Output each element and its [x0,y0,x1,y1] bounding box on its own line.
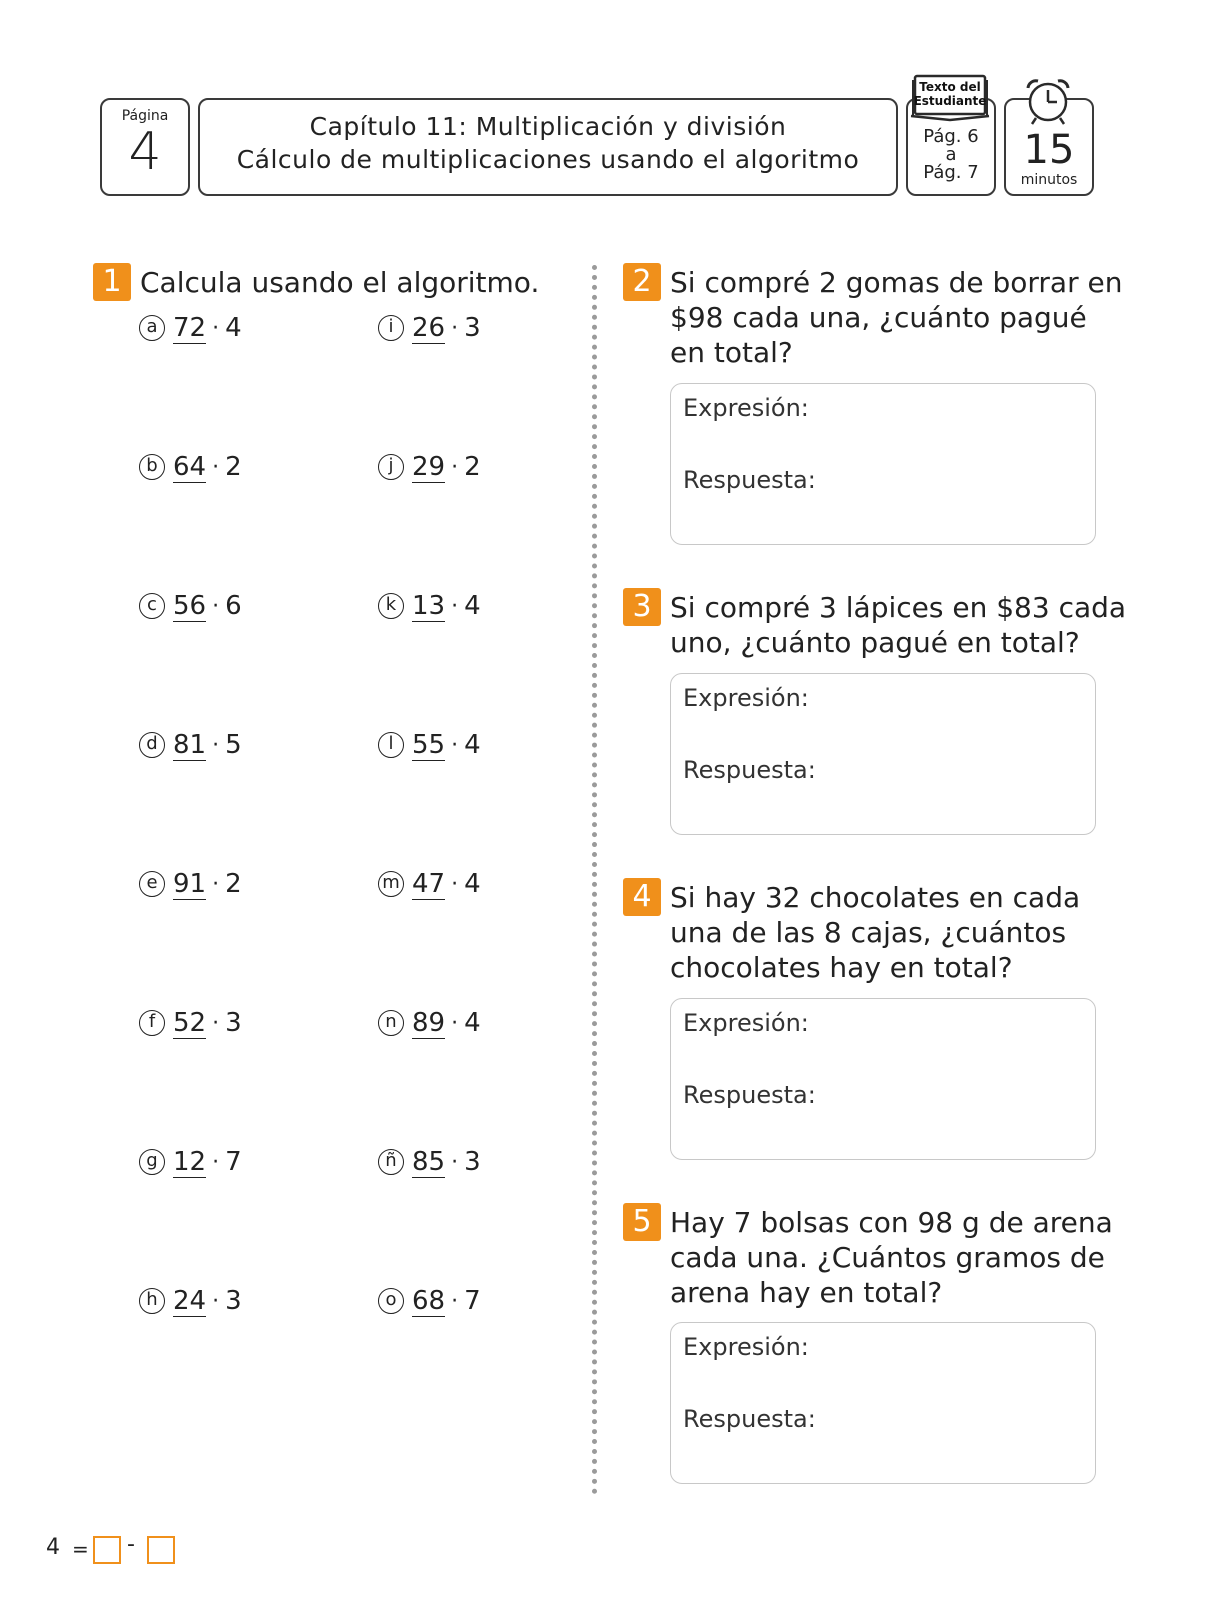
problem-5-badge: 5 [623,1203,661,1241]
multiplication-operator: · [212,732,220,758]
ref-to-word: a [945,144,957,165]
problem-3-badge: 3 [623,588,661,626]
expression-label: Expresión: [683,1333,809,1361]
answer-label: Respuesta: [683,1405,816,1433]
problem-2-text-line: $98 cada una, ¿cuánto pagué [670,301,1087,334]
exercise-second-factor: 7 [464,1286,481,1316]
exercise-letter: h [139,1288,165,1314]
exercise-letter: b [139,454,165,480]
expression-label: Expresión: [683,394,809,422]
book-icon [905,74,995,124]
lesson-title: Cálculo de multiplicaciones usando el algoritmo [236,145,860,174]
exercise-second-factor: 2 [225,869,242,899]
exercise-first-factor: 91 [173,868,207,899]
multiplication-operator: · [451,732,459,758]
multiplication-operator: · [212,593,220,619]
exercise-c [139,586,242,626]
problem-4-text-line: una de las 8 cajas, ¿cuántos [670,916,1067,949]
exercise-second-factor: 4 [464,869,481,899]
multiplication-operator: · [212,1288,220,1314]
footer-dash: - [127,1532,135,1557]
footer-blank-box-2 [147,1536,175,1564]
exercise-first-factor: 81 [173,729,207,760]
exercise-o [378,1281,481,1321]
exercise-first-factor: 72 [173,312,207,343]
problem-3-answer-box[interactable] [670,673,1096,835]
page-number-box [100,98,190,196]
exercise-letter: j [378,454,404,480]
ref-from: Pág. 6 [923,126,979,147]
problem-3-text-line: uno, ¿cuánto pagué en total? [670,626,1080,659]
exercise-letter: f [139,1010,165,1036]
exercise-first-factor: 52 [173,1007,207,1038]
problem-5-text-line: arena hay en total? [670,1276,943,1309]
multiplication-operator: · [212,315,220,341]
exercise-letter: n [378,1010,404,1036]
exercise-i [378,308,481,348]
exercise-g [139,1142,242,1182]
answer-label: Respuesta: [683,756,816,784]
section-1-instruction: Calcula usando el algoritmo. [140,266,540,299]
exercise-letter: ñ [378,1149,404,1175]
exercise-ñ [378,1142,481,1182]
exercise-second-factor: 4 [464,730,481,760]
exercise-d [139,725,242,765]
multiplication-operator: · [451,454,459,480]
exercise-b [139,447,242,487]
problem-4-text-line: chocolates hay en total? [670,951,1013,984]
multiplication-operator: · [212,871,220,897]
footer-page-number: 4 [46,1535,60,1560]
multiplication-operator: · [212,454,220,480]
exercise-letter: a [139,315,165,341]
problem-4-answer-box[interactable] [670,998,1096,1160]
exercise-letter: l [378,732,404,758]
page-number: 4 [128,122,162,182]
exercise-letter: g [139,1149,165,1175]
exercise-letter: k [378,593,404,619]
exercise-first-factor: 68 [412,1285,446,1316]
problem-2-answer-box[interactable] [670,383,1096,545]
exercise-second-factor: 4 [464,1008,481,1038]
expression-label: Expresión: [683,1009,809,1037]
exercise-second-factor: 2 [464,452,481,482]
exercise-f [139,1003,242,1043]
exercise-second-factor: 4 [225,313,242,343]
problem-4-badge: 4 [623,878,661,916]
multiplication-operator: · [212,1010,220,1036]
problem-5-answer-box[interactable] [670,1322,1096,1484]
exercise-n [378,1003,481,1043]
problem-2-text-line: Si compré 2 gomas de borrar en [670,266,1123,299]
exercise-second-factor: 5 [225,730,242,760]
exercise-letter: c [139,593,165,619]
exercise-second-factor: 3 [464,1147,481,1177]
chapter-title: Capítulo 11: Multiplicación y división [309,112,787,141]
problem-3-text-line: Si compré 3 lápices en $83 cada [670,591,1127,624]
exercise-letter: m [378,871,404,897]
alarm-clock-icon [1020,76,1076,126]
exercise-first-factor: 13 [412,590,446,621]
exercise-second-factor: 3 [225,1286,242,1316]
ref-to: Pág. 7 [923,162,979,183]
answer-label: Respuesta: [683,1081,816,1109]
textbook-reference [908,128,994,182]
chapter-title-box [198,98,898,196]
multiplication-operator: · [212,1149,220,1175]
multiplication-operator: · [451,315,459,341]
time-unit: minutos [1020,172,1078,188]
page-label: Página [121,108,169,124]
exercise-letter: i [378,315,404,341]
exercise-second-factor: 7 [225,1147,242,1177]
footer-equals: = [72,1537,89,1561]
multiplication-operator: · [451,1149,459,1175]
multiplication-operator: · [451,593,459,619]
exercise-second-factor: 2 [225,452,242,482]
exercise-first-factor: 47 [412,868,446,899]
exercise-a [139,308,242,348]
exercise-l [378,725,481,765]
exercise-letter: d [139,732,165,758]
exercise-second-factor: 4 [464,591,481,621]
book-label-line1: Texto del [919,80,981,94]
exercise-second-factor: 3 [225,1008,242,1038]
answer-label: Respuesta: [683,466,816,494]
exercise-first-factor: 64 [173,451,207,482]
exercise-k [378,586,481,626]
multiplication-operator: · [451,871,459,897]
exercise-letter: e [139,871,165,897]
exercise-second-factor: 6 [225,591,242,621]
time-value: 15 [1023,127,1075,173]
exercise-first-factor: 85 [412,1146,446,1177]
problem-5-text-line: Hay 7 bolsas con 98 g de arena [670,1206,1113,1239]
book-label-line2: Estudiante [913,94,987,108]
exercise-first-factor: 89 [412,1007,446,1038]
exercise-h [139,1281,242,1321]
expression-label: Expresión: [683,684,809,712]
exercise-first-factor: 24 [173,1285,207,1316]
exercise-first-factor: 55 [412,729,446,760]
problem-4-text-line: Si hay 32 chocolates en cada [670,881,1081,914]
exercise-first-factor: 12 [173,1146,207,1177]
exercise-second-factor: 3 [464,313,481,343]
exercise-m [378,864,481,904]
exercise-e [139,864,242,904]
exercise-first-factor: 26 [412,312,446,343]
problem-2-text-line: en total? [670,336,793,369]
problem-5-text-line: cada una. ¿Cuántos gramos de [670,1241,1105,1274]
section-1-badge: 1 [93,263,131,301]
exercise-first-factor: 29 [412,451,446,482]
multiplication-operator: · [451,1010,459,1036]
problem-2-badge: 2 [623,263,661,301]
column-divider [592,265,597,1495]
exercise-first-factor: 56 [173,590,207,621]
multiplication-operator: · [451,1288,459,1314]
exercise-letter: o [378,1288,404,1314]
footer-blank-box-1 [93,1536,121,1564]
exercise-j [378,447,481,487]
